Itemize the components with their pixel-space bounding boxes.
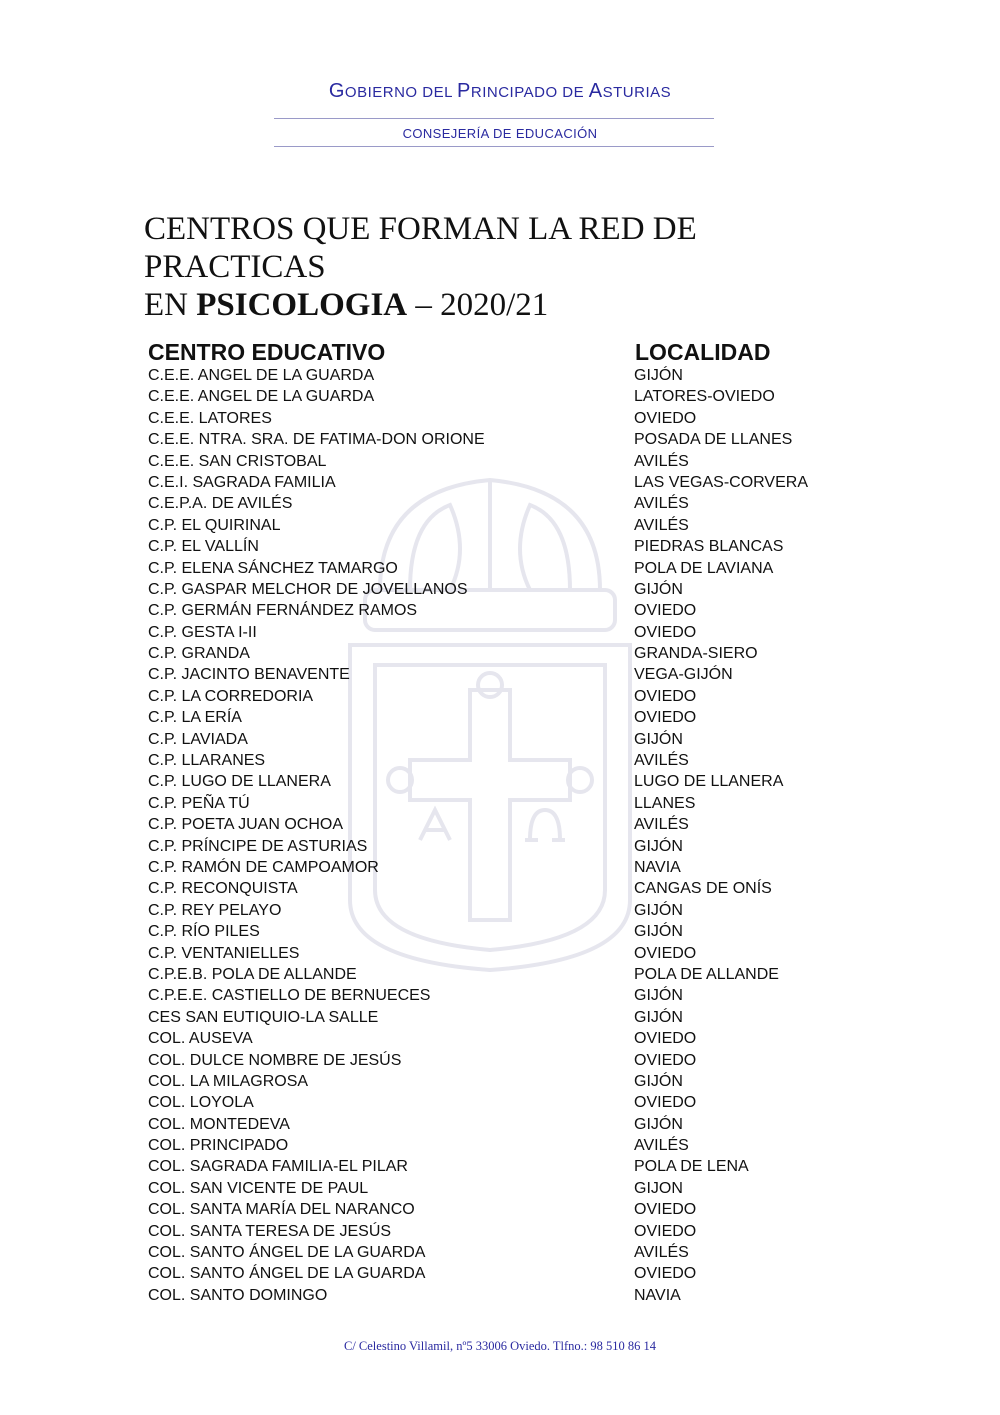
center-name: C.P. LUGO DE LLANERA [148,773,331,791]
title-line-1: CENTROS QUE FORMAN LA RED DE PRACTICAS [144,211,697,285]
table-row [148,408,868,429]
center-name: C.E.E. LATORES [148,409,272,427]
center-name: COL. SAGRADA FAMILIA-EL PILAR [148,1158,408,1176]
center-name: COL. MONTEDEVA [148,1115,290,1133]
center-name: C.P. GASPAR MELCHOR DE JOVELLANOS [148,580,468,598]
center-locality: NAVIA [634,1286,681,1304]
center-name: COL. DULCE NOMBRE DE JESÚS [148,1051,402,1069]
table-row [148,472,868,493]
center-locality: POLA DE LAVIANA [634,559,774,577]
table-row [148,1050,868,1071]
table-row [148,1007,868,1028]
table-row [148,836,868,857]
column-header-locality: LOCALIDAD [635,339,771,365]
center-locality: GIJÓN [634,1115,683,1133]
table-row [148,729,868,750]
table-row [148,814,868,835]
table-row [148,921,868,942]
center-name: C.P. LLARANES [148,752,266,770]
center-locality: AVILÉS [634,1137,689,1155]
center-name: COL. SANTO ÁNGEL DE LA GUARDA [148,1265,426,1283]
center-name: C.P. EL QUIRINAL [148,516,281,534]
table-row [148,707,868,728]
center-locality: OVIEDO [634,409,697,427]
table-row [148,793,868,814]
table-row [148,1178,868,1199]
center-locality: OVIEDO [634,1051,697,1069]
center-locality: LUGO DE LLANERA [634,773,784,791]
center-name: CES SAN EUTIQUIO-LA SALLE [148,1008,379,1026]
footer-address: C/ Celestino Villamil, nº5 33006 Oviedo. Tlfno.: 98 510 86 14 [343,1339,657,1353]
center-locality: GIJÓN [634,837,683,855]
letterhead-divider-bottom [274,146,714,147]
center-name: C.P.E.B. POLA DE ALLANDE [148,965,357,983]
table-row [148,515,868,536]
center-name: COL. LA MILAGROSA [148,1072,309,1090]
center-locality: VEGA-GIJÓN [634,666,733,684]
center-locality: OVIEDO [634,1201,697,1219]
center-name: C.P. GESTA I-II [148,623,257,641]
column-header-center: CENTRO EDUCATIVO [148,339,386,365]
table-row [148,1221,868,1242]
table-row [148,1242,868,1263]
center-locality: OVIEDO [634,1030,697,1048]
center-locality: AVILÉS [634,1244,689,1262]
center-locality: OVIEDO [634,623,697,641]
department-heading: CONSEJERÍA DE EDUCACIÓN [402,126,598,141]
table-row [148,1028,868,1049]
table-row [148,600,868,621]
table-row [148,900,868,921]
center-name: COL. AUSEVA [148,1030,253,1048]
table-row [148,1156,868,1177]
center-name: COL. SANTA MARÍA DEL NARANCO [148,1201,415,1219]
center-locality: GIJÓN [634,901,683,919]
table-row [148,750,868,771]
center-name: C.P. GRANDA [148,645,250,663]
center-locality: GIJÓN [634,1008,683,1026]
center-name: C.P. POETA JUAN OCHOA [148,816,344,834]
center-name: COL. LOYOLA [148,1094,254,1112]
center-locality: OVIEDO [634,602,697,620]
document-title [144,210,864,324]
center-locality: OVIEDO [634,1265,697,1283]
table-row [148,1199,868,1220]
center-locality: LAS VEGAS-CORVERA [634,473,808,491]
table-row [148,985,868,1006]
table-row [148,536,868,557]
table-row [148,964,868,985]
center-locality: OVIEDO [634,687,697,705]
center-locality: AVILÉS [634,452,689,470]
table-row [148,429,868,450]
center-name: C.P.E.E. CASTIELLO DE BERNUECES [148,987,431,1005]
center-locality: GIJÓN [634,923,683,941]
table-row [148,857,868,878]
table-row [148,878,868,899]
government-heading: GOBIERNO DEL PRINCIPADO DE ASTURIAS [328,80,672,102]
center-name: C.P. EL VALLÍN [148,538,259,556]
table-row [148,622,868,643]
center-locality: AVILÉS [634,816,689,834]
center-name: COL. SANTO ÁNGEL DE LA GUARDA [148,1244,426,1262]
center-name: C.E.E. ANGEL DE LA GUARDA [148,388,375,406]
table-row [148,558,868,579]
center-locality: CANGAS DE ONÍS [634,880,772,898]
table-row [148,1114,868,1135]
center-name: C.P. LAVIADA [148,730,248,748]
table-row [148,686,868,707]
center-name: COL. SAN VICENTE DE PAUL [148,1179,369,1197]
table-row [148,579,868,600]
center-name: COL. PRINCIPADO [148,1137,289,1155]
center-locality: GIJÓN [634,580,683,598]
table-row [148,386,868,407]
table-body [148,365,868,1306]
title-line-2: EN PSICOLOGIA – 2020/21 [144,287,549,323]
center-name: COL. SANTO DOMINGO [148,1286,328,1304]
table-row [148,1092,868,1113]
letterhead-divider-top [274,118,714,119]
center-locality: OVIEDO [634,709,697,727]
table-row [148,664,868,685]
table-row [148,1135,868,1156]
center-locality: LATORES-OVIEDO [634,388,775,406]
center-locality: OVIEDO [634,1094,697,1112]
table-row [148,493,868,514]
center-name: C.E.E. NTRA. SRA. DE FATIMA-DON ORIONE [148,431,485,449]
center-locality: PIEDRAS BLANCAS [634,538,784,556]
center-locality: LLANES [634,794,696,812]
table-row [148,365,868,386]
center-locality: POSADA DE LLANES [634,431,793,449]
center-name: C.P. VENTANIELLES [148,944,300,962]
center-locality: GIJÓN [634,987,683,1005]
center-name: C.E.E. SAN CRISTOBAL [148,452,327,470]
center-name: C.E.I. SAGRADA FAMILIA [148,473,336,491]
table-row [148,1263,868,1284]
center-name: C.P. RECONQUISTA [148,880,298,898]
center-locality: AVILÉS [634,752,689,770]
center-name: COL. SANTA TERESA DE JESÚS [148,1222,392,1240]
center-locality: GIJÓN [634,367,683,384]
table-row [148,451,868,472]
center-name: C.E.E. ANGEL DE LA GUARDA [148,367,375,384]
table-row [148,643,868,664]
center-name: C.E.P.A. DE AVILÉS [148,495,293,513]
center-name: C.P. RÍO PILES [148,923,260,941]
centers-table [148,339,868,1306]
center-locality: POLA DE LENA [634,1158,749,1176]
center-name: C.P. GERMÁN FERNÁNDEZ RAMOS [148,602,418,620]
table-row [148,943,868,964]
table-row [148,1071,868,1092]
center-locality: GIJON [634,1179,683,1197]
center-name: C.P. REY PELAYO [148,901,282,919]
center-locality: GIJÓN [634,1072,683,1090]
table-header [148,339,868,365]
center-locality: AVILÉS [634,495,689,513]
center-locality: OVIEDO [634,1222,697,1240]
table-row [148,771,868,792]
center-name: C.P. ELENA SÁNCHEZ TAMARGO [148,559,398,577]
center-name: C.P. JACINTO BENAVENTE [148,666,350,684]
center-locality: AVILÉS [634,516,689,534]
center-name: C.P. LA ERÍA [148,709,242,727]
center-name: C.P. PRÍNCIPE DE ASTURIAS [148,837,368,855]
center-locality: NAVIA [634,858,681,876]
center-name: C.P. RAMÓN DE CAMPOAMOR [148,858,379,876]
center-name: C.P. PEÑA TÚ [148,794,250,812]
center-locality: GIJÓN [634,730,683,748]
center-locality: OVIEDO [634,944,697,962]
center-locality: GRANDA-SIERO [634,645,758,663]
center-name: C.P. LA CORREDORIA [148,687,314,705]
center-locality: POLA DE ALLANDE [634,965,779,983]
table-row [148,1285,868,1306]
